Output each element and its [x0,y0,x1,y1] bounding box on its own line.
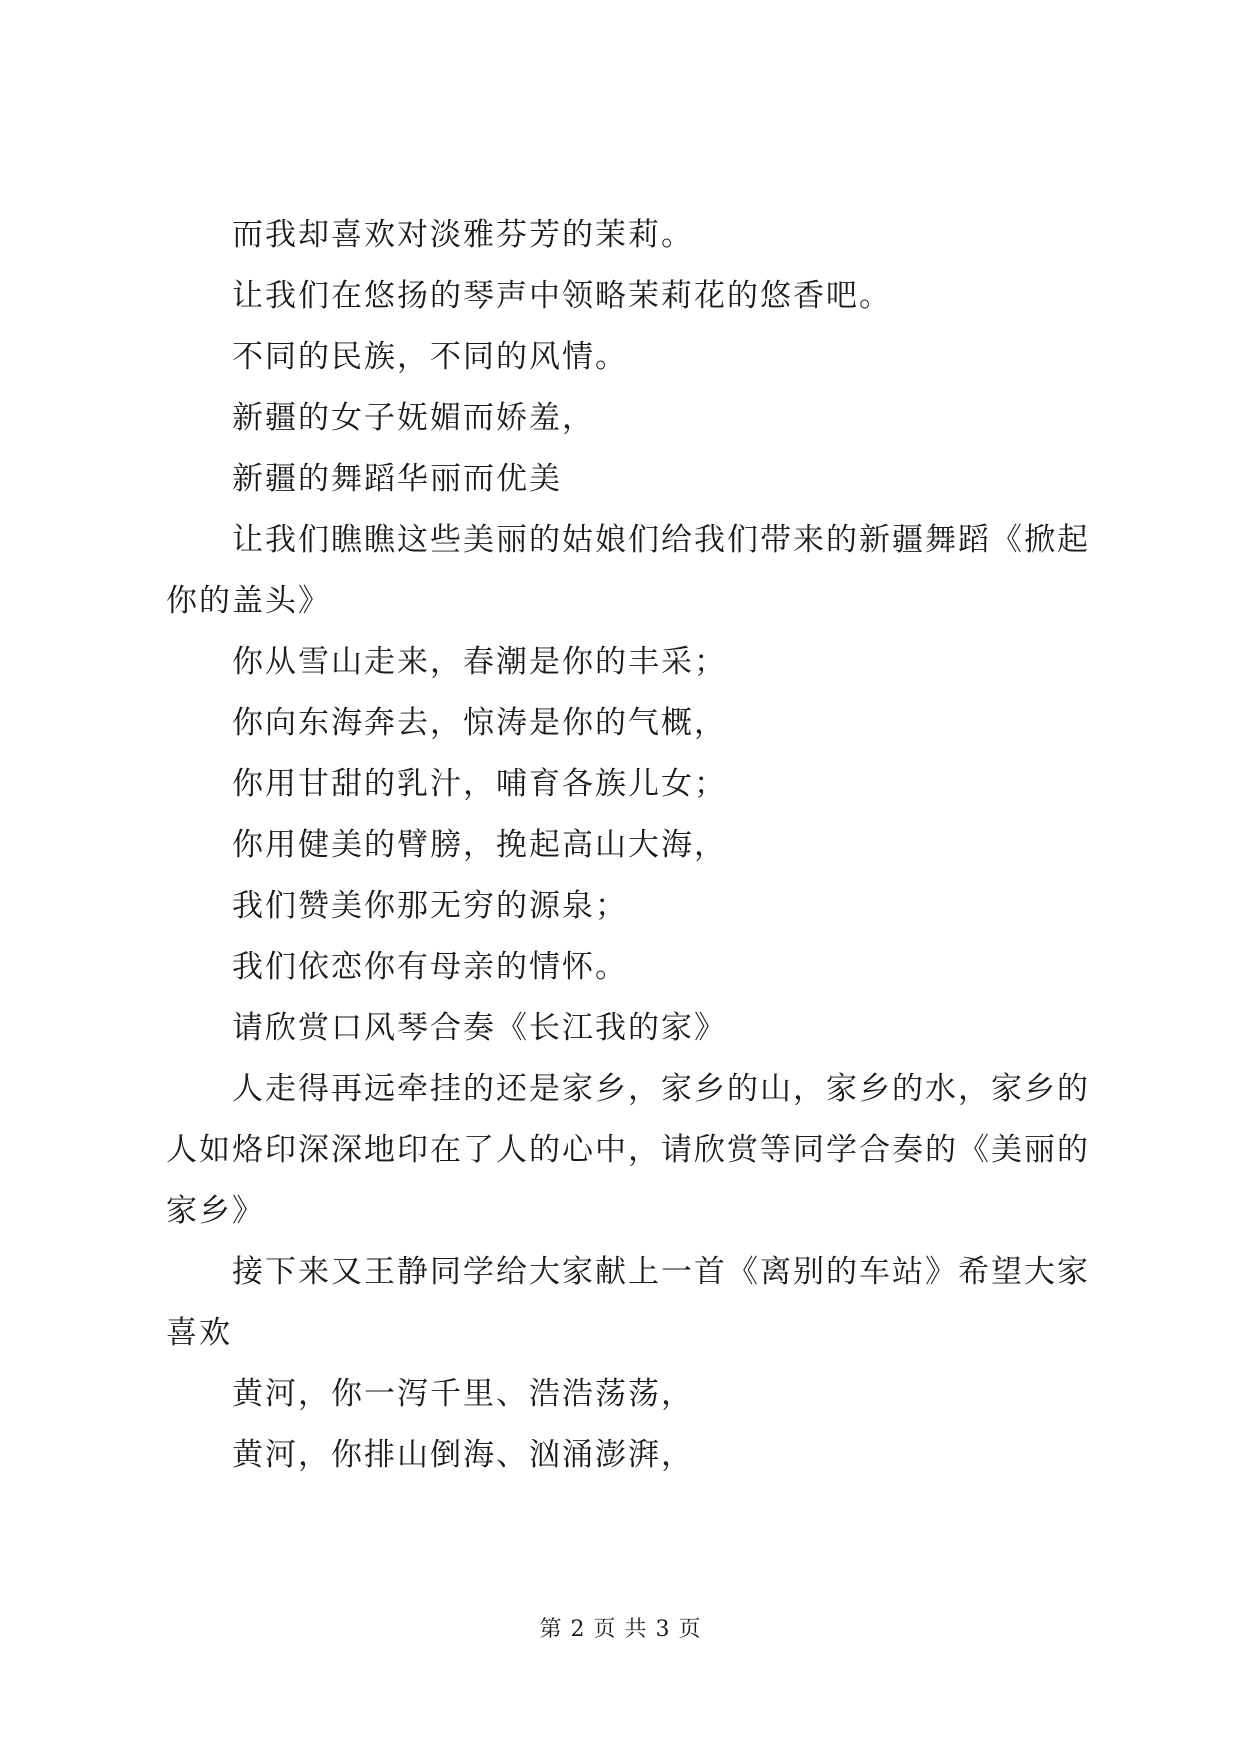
paragraph: 新疆的女子妩媚而娇羞， [232,400,595,436]
document-body [166,205,1090,1486]
paragraph: 你用健美的臂膀，挽起高山大海， [232,827,727,863]
paragraph: 我们赞美你那无穷的源泉； [232,888,628,924]
paragraph: 让我们在悠扬的琴声中领略茉莉花的悠香吧。 [232,278,892,314]
paragraph: 黄河，你排山倒海、汹涌澎湃， [232,1437,694,1473]
paragraph: 黄河，你一泻千里、浩浩荡荡， [232,1376,694,1412]
paragraph: 新疆的舞蹈华丽而优美 [232,461,562,497]
paragraph: 请欣赏口风琴合奏《长江我的家》 [232,1010,727,1046]
paragraph: 接下来又王静同学给大家献上一首《离别的车站》希望大家喜欢 [166,1254,1090,1351]
paragraph: 让我们瞧瞧这些美丽的姑娘们给我们带来的新疆舞蹈《掀起你的盖头》 [166,522,1090,619]
paragraph: 你用甘甜的乳汁，哺育各族儿女； [232,766,727,802]
paragraph: 我们依恋你有母亲的情怀。 [232,949,628,985]
paragraph: 你从雪山走来，春潮是你的丰采； [232,644,727,680]
paragraph: 不同的民族，不同的风情。 [232,339,628,375]
paragraph: 而我却喜欢对淡雅芬芳的茉莉。 [232,217,694,253]
paragraph: 人走得再远牵挂的还是家乡，家乡的山，家乡的水，家乡的人如烙印深深地印在了人的心中，请欣赏等同学合奏的《美丽的家乡》 [166,1071,1090,1229]
page-number-footer: 第 2 页 共 3 页 [539,1617,702,1642]
paragraph: 你向东海奔去，惊涛是你的气概， [232,705,727,741]
